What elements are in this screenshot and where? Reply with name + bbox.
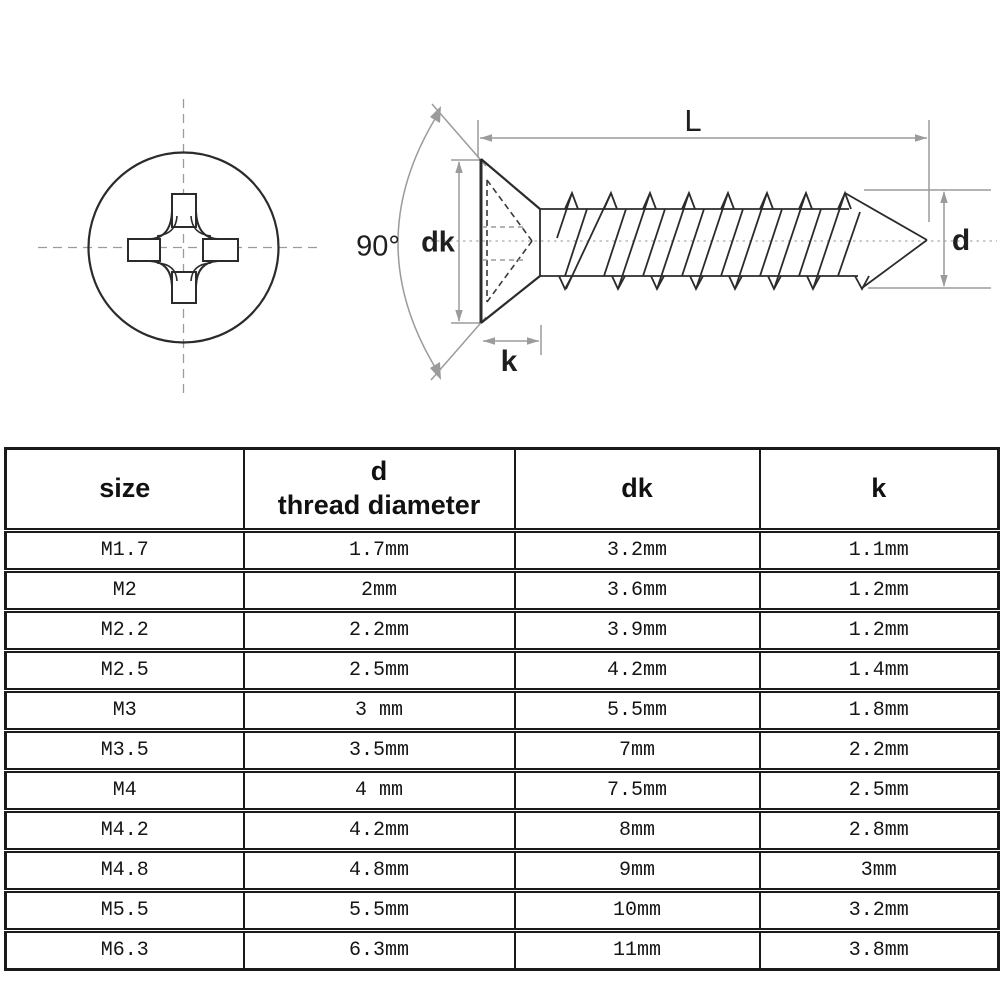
cell-d: 4.2mm (244, 811, 515, 851)
cell-k: 3mm (760, 851, 999, 891)
cell-size: M5.5 (6, 891, 244, 931)
screw-size-table (4, 447, 1000, 971)
cell-dk: 3.2mm (515, 531, 760, 571)
cell-dk: 7.5mm (515, 771, 760, 811)
cell-k: 3.2mm (760, 891, 999, 931)
table-row (6, 571, 999, 611)
cell-d: 1.7mm (244, 531, 515, 571)
cell-size: M4 (6, 771, 244, 811)
cell-dk: 3.9mm (515, 611, 760, 651)
cell-dk: 7mm (515, 731, 760, 771)
dimension-label-k: k (500, 345, 518, 378)
centerline-cross (38, 99, 318, 393)
table-row (6, 731, 999, 771)
dimension-label-L: L (684, 103, 702, 138)
cell-dk: 11mm (515, 931, 760, 970)
header-dk: dk (515, 449, 760, 531)
cell-size: M1.7 (6, 531, 244, 571)
table-row (6, 531, 999, 571)
threaded-shank (540, 193, 927, 289)
cell-dk: 4.2mm (515, 651, 760, 691)
cell-k: 2.2mm (760, 731, 999, 771)
cell-d: 2.5mm (244, 651, 515, 691)
cell-size: M2.5 (6, 651, 244, 691)
cell-d: 4 mm (244, 771, 515, 811)
table-row (6, 811, 999, 851)
header-k: k (760, 449, 999, 531)
cell-size: M3.5 (6, 731, 244, 771)
table-row (6, 611, 999, 651)
cell-dk: 5.5mm (515, 691, 760, 731)
header-d-symbol: d (370, 456, 388, 487)
cell-size: M2 (6, 571, 244, 611)
cell-k: 1.1mm (760, 531, 999, 571)
cell-k: 3.8mm (760, 931, 999, 970)
cell-k: 1.2mm (760, 571, 999, 611)
cell-dk: 10mm (515, 891, 760, 931)
table-header (6, 449, 999, 531)
table-row (6, 651, 999, 691)
cell-dk: 3.6mm (515, 571, 760, 611)
cell-d: 3.5mm (244, 731, 515, 771)
screw-top-view (38, 99, 318, 393)
cell-dk: 9mm (515, 851, 760, 891)
dimension-label-d: d (951, 224, 971, 257)
cell-d: 4.8mm (244, 851, 515, 891)
dimension-L (478, 120, 929, 222)
screw-side-view (398, 104, 997, 380)
table-row (6, 771, 999, 811)
cell-d: 2.2mm (244, 611, 515, 651)
cell-k: 1.4mm (760, 651, 999, 691)
dimension-label-90: 90° (356, 230, 400, 263)
cell-k: 2.5mm (760, 771, 999, 811)
table-row (6, 851, 999, 891)
cell-size: M3 (6, 691, 244, 731)
cell-d: 2mm (244, 571, 515, 611)
table-row (6, 891, 999, 931)
cell-k: 2.8mm (760, 811, 999, 851)
cell-d: 3 mm (244, 691, 515, 731)
cell-dk: 8mm (515, 811, 760, 851)
header-size: size (6, 449, 244, 531)
phillips-recess-icon (128, 194, 238, 303)
dimension-label-dk: dk (421, 226, 455, 259)
cell-size: M6.3 (6, 931, 244, 970)
cell-size: M4.2 (6, 811, 244, 851)
cell-k: 1.2mm (760, 611, 999, 651)
header-d-caption: thread diameter (277, 490, 481, 520)
cell-d: 5.5mm (244, 891, 515, 931)
cell-size: M4.8 (6, 851, 244, 891)
table-row (6, 691, 999, 731)
header-thread-diameter (244, 449, 515, 531)
table-row (6, 931, 999, 970)
cell-size: M2.2 (6, 611, 244, 651)
cell-d: 6.3mm (244, 931, 515, 970)
cell-k: 1.8mm (760, 691, 999, 731)
